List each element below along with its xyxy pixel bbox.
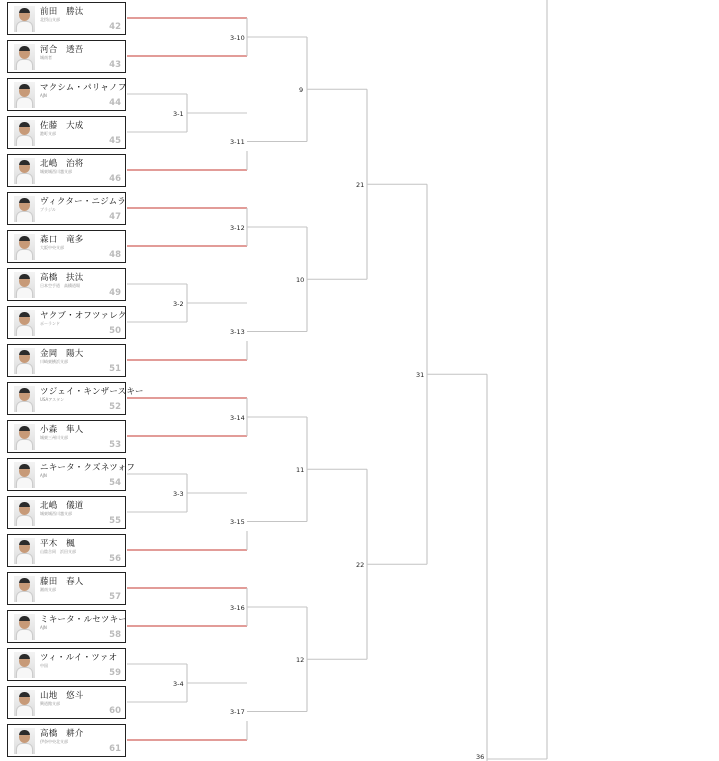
- competitor-number: 61: [109, 744, 121, 754]
- competitor-branch: 港町支部: [40, 131, 56, 136]
- competitor-name: 北嶋 治将: [40, 159, 84, 169]
- match-label-3-12[interactable]: 3-12: [230, 224, 245, 232]
- competitor-branch: AJN: [40, 93, 47, 98]
- competitor-branch: 北摂山支部: [40, 17, 60, 22]
- competitor-number: 42: [109, 22, 121, 32]
- competitor-name: ツィ・ルイ・ツァオ: [40, 653, 118, 663]
- competitor-name: 山地 悠斗: [40, 691, 84, 701]
- match-label-3-1[interactable]: 3-1: [173, 110, 184, 118]
- competitor-branch: AJN: [40, 625, 47, 630]
- competitor-branch: 山陰合同 浜田支部: [40, 549, 76, 554]
- competitor-name: 平木 楓: [40, 539, 75, 549]
- match-label-3-14[interactable]: 3-14: [230, 414, 245, 422]
- competitor-branch: 湘南支部: [40, 587, 56, 592]
- competitor-number: 43: [109, 60, 121, 70]
- match-label-12[interactable]: 12: [296, 656, 305, 664]
- match-label-11[interactable]: 11: [296, 466, 305, 474]
- competitor-number: 60: [109, 706, 121, 716]
- match-label-3-17[interactable]: 3-17: [230, 708, 245, 716]
- competitor-name: 森口 竜多: [40, 235, 84, 245]
- competitor-name: 河合 透吾: [40, 45, 84, 55]
- competitor-name: 小森 隼人: [40, 425, 84, 435]
- competitor-number: 47: [109, 212, 121, 222]
- competitor-branch: 城東三州川支部: [40, 435, 68, 440]
- match-label-3-10[interactable]: 3-10: [230, 34, 245, 42]
- competitor-name: 前田 勝汰: [40, 7, 84, 17]
- competitor-number: 58: [109, 630, 121, 640]
- competitor-number: 53: [109, 440, 121, 450]
- match-label-3-2[interactable]: 3-2: [173, 300, 184, 308]
- competitor-branch: ブラジル: [40, 207, 56, 212]
- competitor-branch: 日本空手道 高橋道場: [40, 283, 80, 288]
- competitor-number: 49: [109, 288, 121, 298]
- competitor-number: 48: [109, 250, 121, 260]
- competitor-name: 高橋 扶汰: [40, 273, 84, 283]
- competitor-number: 56: [109, 554, 121, 564]
- competitor-name: 藤田 春人: [40, 577, 84, 587]
- competitor-branch: AJN: [40, 473, 47, 478]
- competitor-name: 高橋 耕介: [40, 729, 84, 739]
- competitor-name: ツジェイ・キンザースキー: [40, 387, 144, 397]
- competitor-name: 北嶋 儀道: [40, 501, 84, 511]
- match-label-3-13[interactable]: 3-13: [230, 328, 245, 336]
- competitor-number: 50: [109, 326, 121, 336]
- competitor-number: 52: [109, 402, 121, 412]
- competitor-branch: USAアスタン: [40, 397, 65, 402]
- competitor-branch: 中国: [40, 663, 48, 668]
- competitor-name: ヴィクター・ニジムラ: [40, 197, 126, 207]
- competitor-name: 佐藤 大成: [40, 121, 84, 131]
- competitor-branch: 大阪中央支部: [40, 245, 64, 250]
- competitor-branch: 城東城西川越支部: [40, 169, 72, 174]
- competitor-name: マクシム・パリャノフ: [40, 83, 127, 93]
- competitor-name: ヤクブ・オフツァレク: [40, 311, 127, 321]
- competitor-number: 54: [109, 478, 121, 488]
- competitor-branch: 川崎東横浜支部: [40, 359, 68, 364]
- match-label-3-11[interactable]: 3-11: [230, 138, 245, 146]
- match-label-22[interactable]: 22: [356, 561, 365, 569]
- competitor-branch: 伊奈中央北支部: [40, 739, 68, 744]
- match-label-3-16[interactable]: 3-16: [230, 604, 245, 612]
- competitor-name: ミキータ・ルセツキー: [40, 615, 128, 625]
- competitor-number: 55: [109, 516, 121, 526]
- match-label-9[interactable]: 9: [299, 86, 304, 94]
- competitor-branch: 興道館支部: [40, 701, 60, 706]
- match-label-3-4[interactable]: 3-4: [173, 680, 184, 688]
- competitor-branch: 城南者: [40, 55, 52, 60]
- competitor-number: 44: [109, 98, 121, 108]
- competitor-number: 57: [109, 592, 121, 602]
- match-label-3-15[interactable]: 3-15: [230, 518, 245, 526]
- match-label-31[interactable]: 31: [416, 371, 425, 379]
- competitor-name: 金岡 陽大: [40, 349, 84, 359]
- competitor-number: 45: [109, 136, 121, 146]
- competitor-number: 46: [109, 174, 121, 184]
- match-label-36[interactable]: 36: [476, 753, 485, 761]
- match-label-3-3[interactable]: 3-3: [173, 490, 184, 498]
- match-label-10[interactable]: 10: [296, 276, 305, 284]
- competitor-number: 51: [109, 364, 121, 374]
- match-label-21[interactable]: 21: [356, 181, 365, 189]
- competitor-branch: 城東城西川越支部: [40, 511, 72, 516]
- competitor-name: ニキータ・クズネツォフ: [40, 463, 136, 473]
- competitor-number: 59: [109, 668, 121, 678]
- competitor-branch: ポーランド: [40, 321, 60, 326]
